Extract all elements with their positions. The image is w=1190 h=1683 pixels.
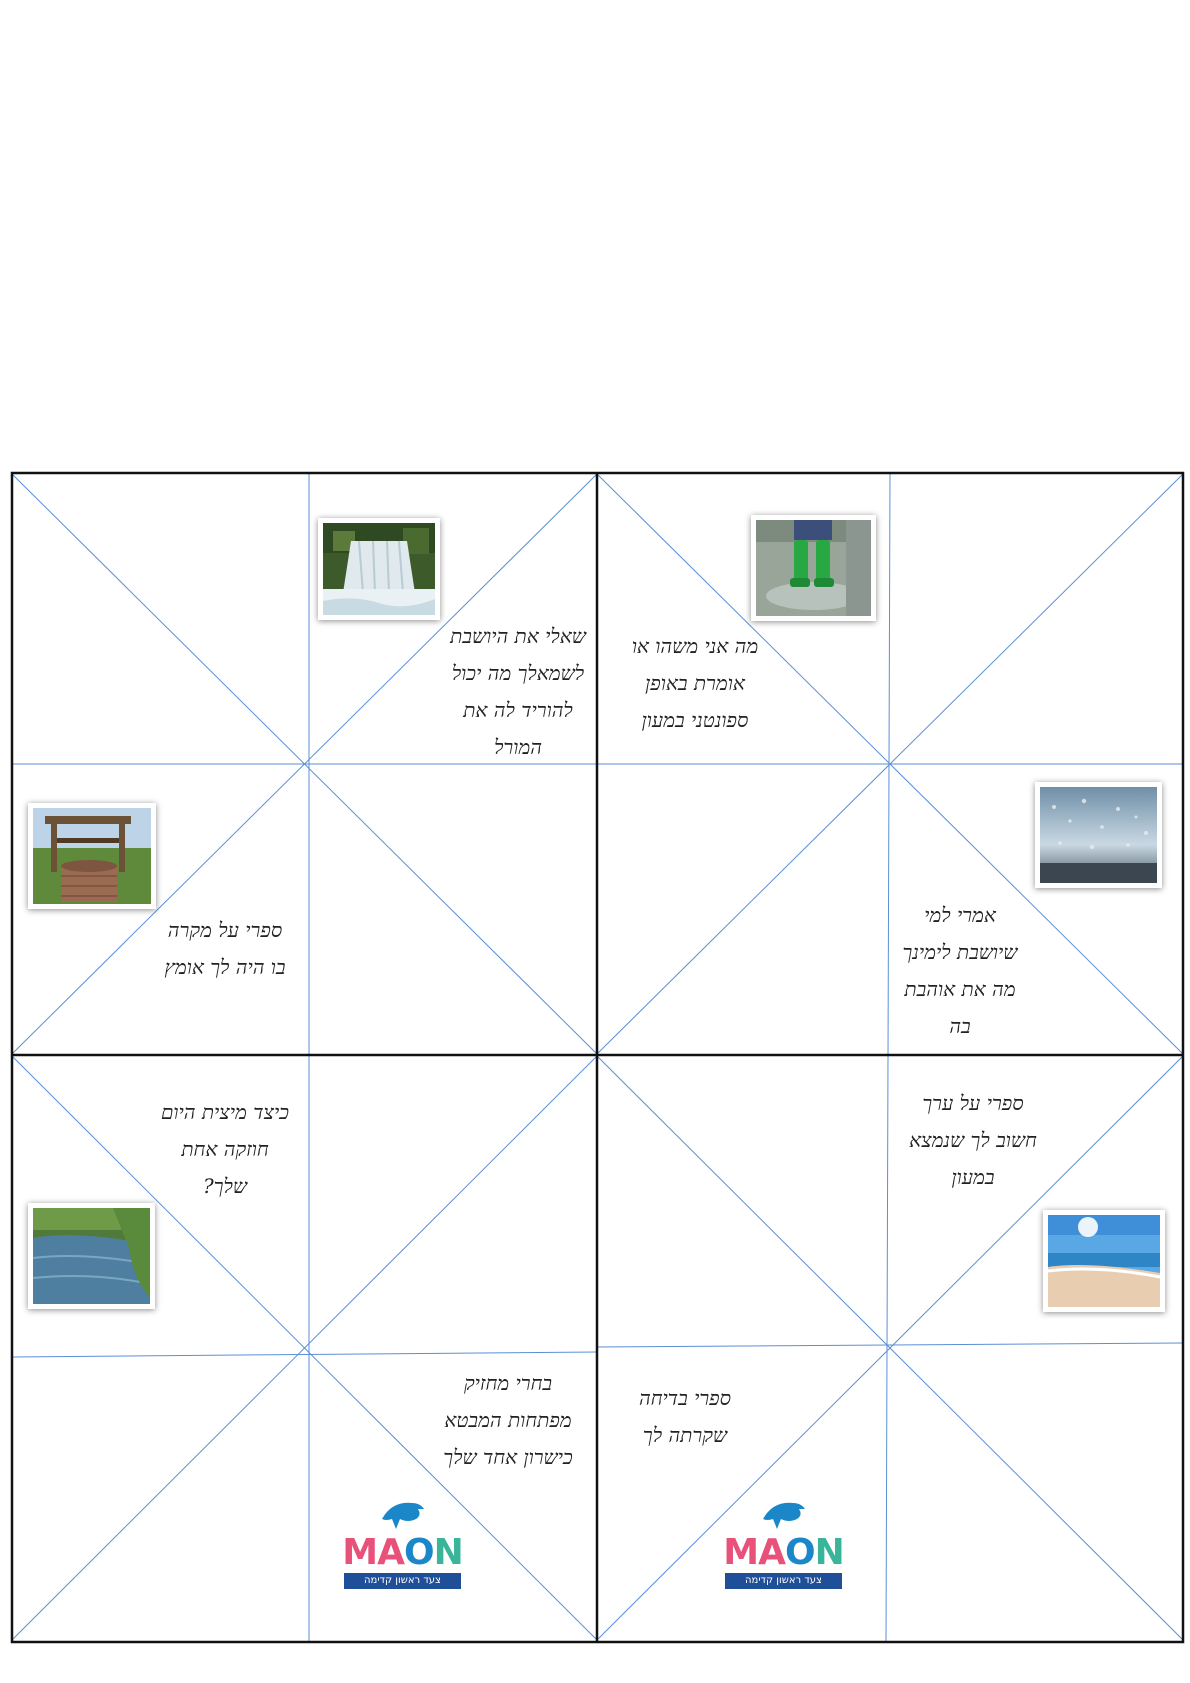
- logo-tagline: צעד ראשון קדימה: [725, 1573, 842, 1589]
- prompt-left-lower: [140, 1094, 310, 1205]
- prompt-top-left-inner: [428, 618, 608, 766]
- prompt-bottom-right-inner: [610, 1380, 760, 1454]
- prompt-left-upper: [140, 912, 310, 986]
- prompt-line: להוריד לה את: [463, 698, 573, 722]
- logo-wordmark: MAON: [723, 1532, 844, 1573]
- rainy-window-photo: [1035, 782, 1162, 888]
- prompt-line: אומרת באופן: [645, 671, 745, 695]
- prompt-right-upper: [880, 897, 1040, 1045]
- prompt-line: חוזקה אחת: [181, 1137, 269, 1161]
- prompt-line: בו היה לך אומץ: [164, 955, 286, 979]
- prompt-line: מפתחות המבטא: [444, 1408, 572, 1432]
- prompt-line: שלך?: [202, 1174, 248, 1198]
- prompt-line: חשוב לך שנמצא: [909, 1128, 1037, 1152]
- beach-photo: [1043, 1210, 1165, 1312]
- prompt-line: במעון: [951, 1165, 995, 1189]
- prompt-right-lower: [888, 1085, 1058, 1196]
- maon-logo-left: [340, 1497, 465, 1586]
- waterfall-photo: [318, 518, 440, 620]
- prompt-line: מה את אוהבת: [904, 977, 1016, 1001]
- prompt-line: אמרי למי: [924, 903, 996, 927]
- prompt-line: שיושבת לימינך: [902, 940, 1018, 964]
- prompt-line: ספונטני במעון: [641, 708, 749, 732]
- prompt-line: כישרון אחד שלך: [443, 1445, 573, 1469]
- green-rain-boots-photo: [751, 515, 876, 621]
- prompt-line: כיצד מיצית היום: [160, 1100, 290, 1124]
- prompt-line: בה: [949, 1014, 971, 1038]
- prompt-line: המורל: [494, 735, 542, 759]
- logo-tagline: צעד ראשון קדימה: [344, 1573, 461, 1589]
- prompt-line: לשמאלך מה יכול: [451, 661, 585, 685]
- prompt-line: שאלי את היושבת: [450, 624, 586, 648]
- prompt-top-right-inner: [605, 628, 785, 739]
- dolphin-icon: [378, 1497, 428, 1537]
- prompt-line: מה אני משהו או: [631, 634, 759, 658]
- prompt-line: בחרי מחזיק: [463, 1371, 553, 1395]
- river-photo: [28, 1203, 155, 1309]
- prompt-line: ספרי בדיחה: [638, 1386, 732, 1410]
- logo-wordmark: MAON: [342, 1532, 463, 1573]
- prompt-line: ספרי על מקרה: [167, 918, 283, 942]
- prompt-line: ספרי על ערך: [922, 1091, 1024, 1115]
- prompt-line: שקרתה לך: [642, 1423, 728, 1447]
- stone-well-photo: [28, 803, 156, 909]
- prompt-bottom-left-inner: [418, 1365, 598, 1476]
- dolphin-icon: [759, 1497, 809, 1537]
- maon-logo-right: [721, 1497, 846, 1586]
